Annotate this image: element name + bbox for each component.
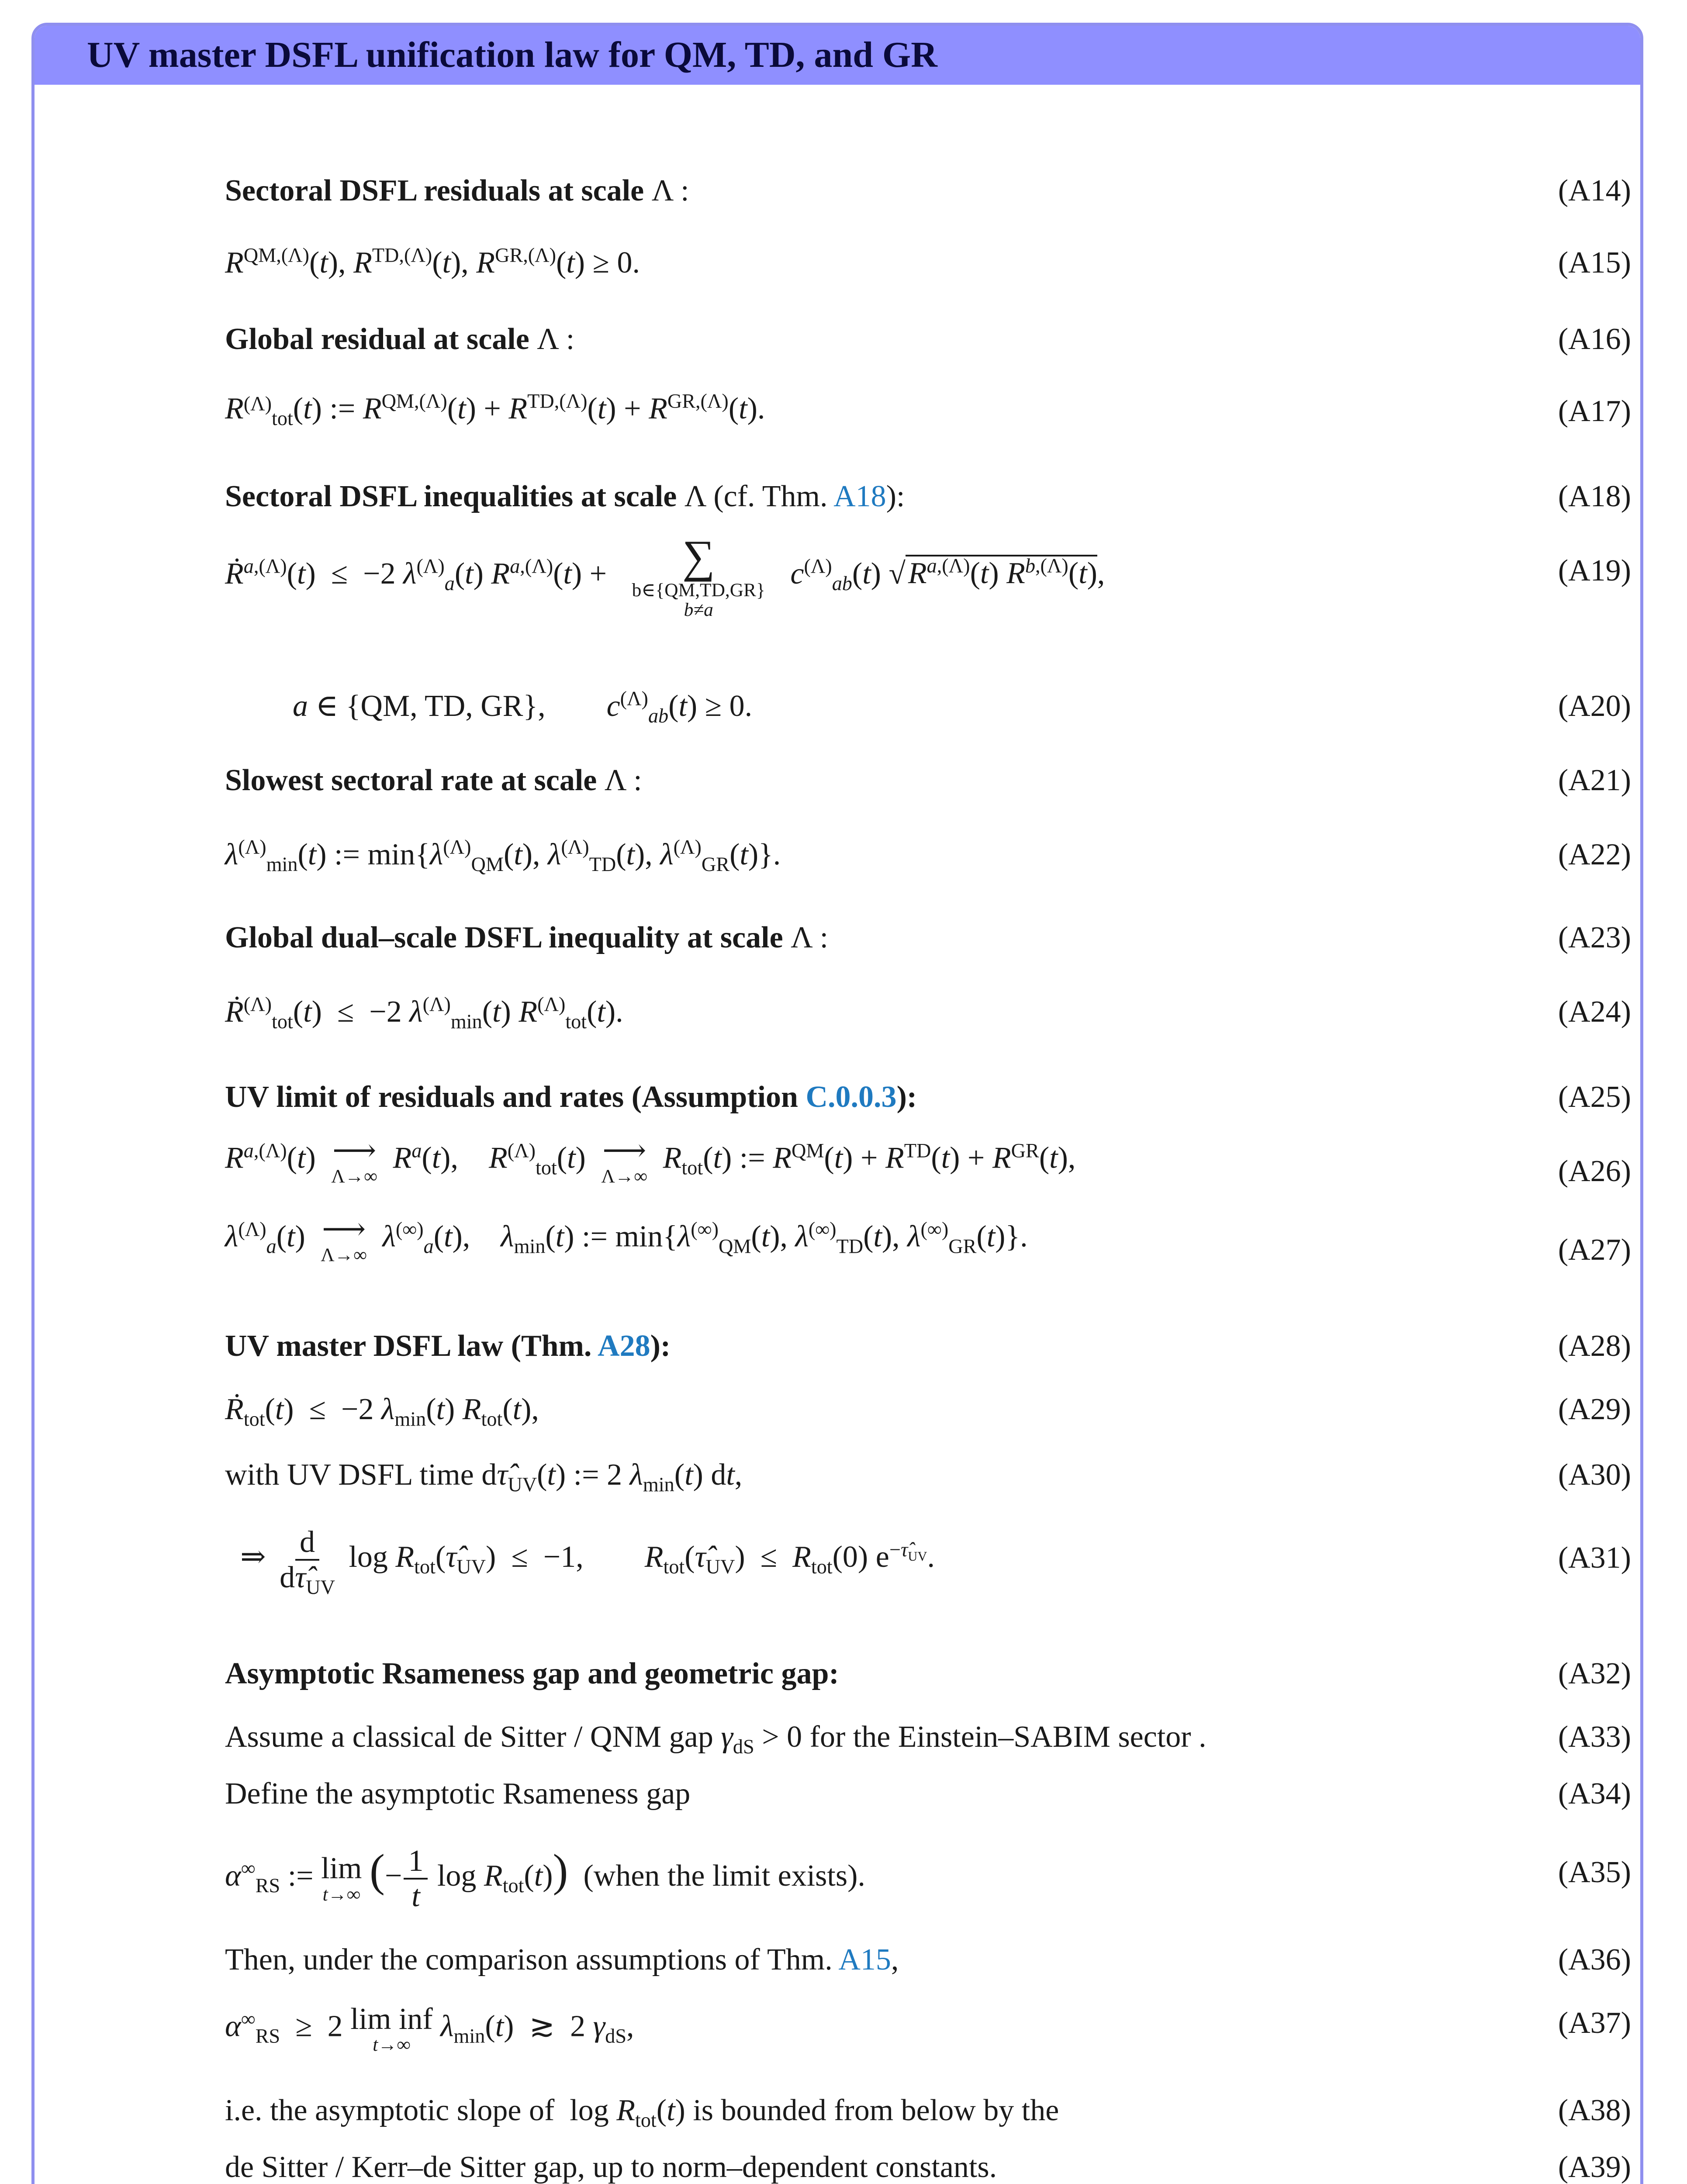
equation-tag: (A25) xyxy=(1558,1080,1631,1114)
box-header xyxy=(35,26,1640,85)
row-heading-tail2: ): xyxy=(886,480,905,513)
row-heading-tail: Λ : xyxy=(597,764,642,797)
equation-row-A16 xyxy=(225,297,1687,363)
equation-tag: (A16) xyxy=(1558,322,1631,356)
equation-tag: (A36) xyxy=(1558,1943,1631,1977)
equation-tag: (A33) xyxy=(1558,1720,1631,1754)
row-text: Assume a classical de Sitter / QNM gap xyxy=(225,1720,713,1754)
equation-tag: (A15) xyxy=(1558,246,1631,280)
sum-index-label: b∈{QM,TD,GR} xyxy=(632,579,765,601)
equation-row-A24 xyxy=(225,970,1687,1035)
equation-row-A27 xyxy=(225,1208,1687,1273)
equation-row-A38 xyxy=(225,2068,1687,2134)
equation: $\alpha^\infty_{RS}$ := lim t→∞ (− $\frac{1}{t}$ $\log R_{tot}(t)$) (when the limit exists). xyxy=(225,1844,865,1913)
limit-arrow-label: Λ→∞ xyxy=(331,1166,378,1187)
equation-tag: (A20) xyxy=(1558,689,1631,723)
equation: $R^{(\Lambda)}_{tot}(t)$ := $R^{QM,(\Lambda)}(t) + R^{TD,(\Lambda)}(t) + R^{GR,(\Lambda)}(t)$. xyxy=(225,390,765,430)
equation: Ṙ$^{a,(\Lambda)}$(t) ≤ −2 $\lambda^{(\Lambda)}_a(t) R^{a,(\Lambda)}(t)$ + ∑ b∈{QM,TD,GR} b≠a $c^{(\Lambda)}_{ab}(t)$ $√R^{a,(\Lambda)}(t)$ $R^{b,(\Lambda)}(t)$, xyxy=(225,530,1105,621)
row-text2: > 0 for the Einstein–SABIM sector . xyxy=(762,1720,1206,1754)
equation-row-A36 xyxy=(225,1918,1687,1983)
equation-row-A14 xyxy=(225,149,1687,214)
theorem-link[interactable]: A15 xyxy=(838,1943,891,1977)
row-heading-tail: Λ : xyxy=(529,322,575,356)
equation-row-A25 xyxy=(225,1055,1687,1120)
equation: a ∈ {QM, TD, GR}, $c^{(\Lambda)}_{ab}(t) \ge 0$. xyxy=(293,687,753,727)
row-heading: UV master DSFL law (Thm. xyxy=(225,1329,598,1363)
sum-index-label2: b≠a xyxy=(684,599,713,621)
equation: i.e. the asymptotic slope of $\log R_{tot}(t)$ is bounded from below by the xyxy=(225,2094,1059,2131)
equation-row-A32 xyxy=(225,1631,1687,1697)
equation-tag: (A29) xyxy=(1558,1393,1631,1426)
equation-row-A29 xyxy=(225,1367,1687,1433)
row-heading-tail: ): xyxy=(650,1329,671,1363)
equation: ⇒ $\frac{d}{d\taû_{UV}}$ $\log R_{tot}(\taû_{UV}) \le -1$, $R_{tot}(\taû_{UV}) \le R_{tot}(0)$ $e^{-\taû_{UV}}$. xyxy=(225,1525,935,1598)
equation-tag: (A19) xyxy=(1558,554,1631,587)
limit-arrow-label: Λ→∞ xyxy=(321,1244,367,1266)
equation-row-A34 xyxy=(225,1752,1687,1817)
row-text: i.e. the asymptotic slope of xyxy=(225,2094,555,2127)
equation-tag: (A31) xyxy=(1558,1541,1631,1575)
equation: Ṙ$_{tot}$(t) ≤ −2 $\lambda_{min}(t)$ $R_{tot}(t)$, xyxy=(225,1393,539,1430)
equation: $\lambda^{(\Lambda)}_{min}(t)$ := $\min\{\lambda^{(\Lambda)}_{QM}(t)$, $\lambda^{(\Lambda)}_{TD}(t)$, $\lambda^{(\Lambda)}_{GR}(t)$}. xyxy=(225,836,781,875)
equation-row-A35 xyxy=(225,1830,1687,1913)
equation: $R^{a,(\Lambda)}(t)$ ⟶ Λ→∞ $R^a(t)$, $R^{(\Lambda)}_{tot}(t)$ ⟶ Λ→∞ $R_{tot}(t)$ := $R^{QM}(t) + R^{TD}(t) + R^{GR}(t)$, xyxy=(225,1133,1076,1187)
equation-row-A15 xyxy=(225,221,1687,286)
row-text: Then, under the comparison assumptions of Thm. xyxy=(225,1943,839,1977)
assumption-link[interactable]: C.0.0.3 xyxy=(805,1080,897,1114)
row-text2: is bounded from below by the xyxy=(693,2094,1059,2127)
equation-row-A23 xyxy=(225,895,1687,961)
row-heading: Sectoral DSFL inequalities at scale xyxy=(225,480,677,513)
row-text: de Sitter / Kerr–de Sitter gap, up to norm–dependent constants. xyxy=(225,2150,997,2184)
equation-row-A28 xyxy=(225,1304,1687,1369)
equation-row-A19 xyxy=(225,529,1687,621)
row-text-tail: , xyxy=(891,1943,899,1977)
equation-tag: (A22) xyxy=(1558,838,1631,871)
equation: $\lambda^{(\Lambda)}_a(t)$ ⟶ Λ→∞ $\lambda^{(\infty)}_a(t)$, $\lambda_{min}(t)$ := $\min\{\lambda^{(\infty)}_{QM}(t)$, $\lambda^{(\infty)}_{TD}(t)$, $\lambda^{(\infty)}_{GR}(t)$}. xyxy=(225,1212,1028,1266)
row-heading: Global residual at scale xyxy=(225,322,529,356)
row-heading: Global dual–scale DSFL inequality at scale xyxy=(225,921,783,954)
equation-tag: (A30) xyxy=(1558,1458,1631,1492)
equation-row-A39 xyxy=(225,2125,1687,2184)
equation-row-A33 xyxy=(225,1695,1687,1760)
equation-tag: (A18) xyxy=(1558,480,1631,513)
equation-row-A30 xyxy=(225,1433,1687,1498)
equation-tag: (A37) xyxy=(1558,2006,1631,2040)
equation: Ṙ$^{(\Lambda)}_{tot}$(t) ≤ −2 $\lambda^{(\Lambda)}_{min}(t)$ $R^{(\Lambda)}_{tot}(t)$. xyxy=(225,993,623,1033)
equation-tag: (A27) xyxy=(1558,1233,1631,1267)
equation-tag: (A26) xyxy=(1558,1154,1631,1188)
equation: with UV DSFL time $d\taû_{UV}(t)$ := 2 $\lambda_{min}(t)$ dt, xyxy=(225,1458,743,1496)
theorem-link[interactable]: A18 xyxy=(833,480,886,513)
box-title: UV master DSFL unification law for QM, TD, and GR xyxy=(87,35,937,75)
equation: $R^{QM,(\Lambda)}(t)$, $R^{TD,(\Lambda)}(t)$, $R^{GR,(\Lambda)}(t) \ge 0$. xyxy=(225,244,640,280)
equation-tag: (A32) xyxy=(1558,1657,1631,1690)
equation-row-A17 xyxy=(225,369,1687,435)
row-heading-tail: ): xyxy=(896,1080,917,1114)
equation-tag: (A39) xyxy=(1558,2150,1631,2184)
equation: $\alpha^\infty_{RS} \ge 2$ lim inf t→∞ $\lambda_{min}(t)$ ≳ 2 $\gamma_{dS}$, xyxy=(225,2002,634,2056)
equation-tag: (A24) xyxy=(1558,995,1631,1029)
equation-row-A21 xyxy=(225,738,1687,804)
row-heading-tail: Λ : xyxy=(644,174,689,207)
equation-row-A20 xyxy=(225,664,1687,729)
equation-tag: (A28) xyxy=(1558,1329,1631,1363)
row-heading: Sectoral DSFL residuals at scale xyxy=(225,174,644,207)
row-text: with UV DSFL time xyxy=(225,1458,474,1492)
row-heading: UV limit of residuals and rates (Assumption xyxy=(225,1080,806,1114)
equation-row-A37 xyxy=(225,1981,1687,2056)
row-heading: Slowest sectoral rate at scale xyxy=(225,764,597,797)
row-text: Define the asymptotic Rsameness gap xyxy=(225,1777,691,1811)
equation-tag: (A21) xyxy=(1558,764,1631,797)
equation-row-A18 xyxy=(225,454,1687,520)
row-heading: Asymptotic Rsameness gap and geometric gap: xyxy=(225,1657,839,1690)
row-heading-tail: Λ : xyxy=(783,921,829,954)
row-heading-tail: Λ (cf. Thm. xyxy=(677,480,834,513)
limit-arrow-label: Λ→∞ xyxy=(601,1166,648,1187)
equation: Assume a classical de Sitter / QNM gap $\gamma_{dS} > 0$ for the Einstein–SABIM sector . xyxy=(225,1720,1206,1758)
equation-tag: (A38) xyxy=(1558,2094,1631,2127)
row-text: (when the limit exists). xyxy=(583,1859,865,1893)
theorem-link[interactable]: A28 xyxy=(598,1329,650,1363)
equation-tag: (A34) xyxy=(1558,1777,1631,1811)
equation-tag: (A17) xyxy=(1558,394,1631,428)
equation-tag: (A35) xyxy=(1558,1856,1631,1889)
equation-row-A26 xyxy=(225,1129,1687,1195)
equation-tag: (A23) xyxy=(1558,921,1631,954)
equation-row-A22 xyxy=(225,812,1687,878)
equation-row-A31 xyxy=(225,1516,1687,1598)
equation-tag: (A14) xyxy=(1558,174,1631,207)
